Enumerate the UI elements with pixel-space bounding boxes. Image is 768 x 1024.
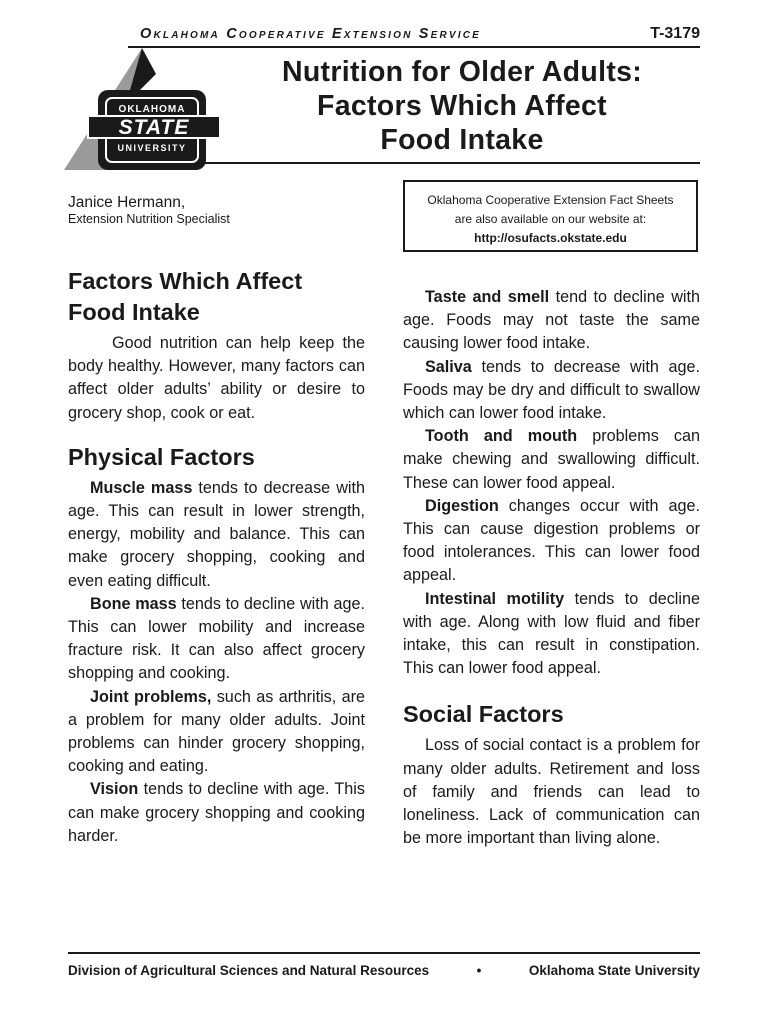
term-tooth-mouth: Tooth and mouth (425, 427, 578, 446)
logo-text-university: UNIVERSITY (117, 143, 187, 153)
heading-factors-line-2: Food Intake (68, 299, 200, 325)
info-line-2: are also available on our website at: (454, 212, 647, 226)
paragraph-vision: Vision tends to decline with age. This can make grocery shopping and cooking harder. (68, 780, 365, 845)
paragraph-intestinal-motility: Intestinal motility tends to decline with age. Along with low fluid and fiber intake, this can result in constipation. This can lower food appeal. (403, 589, 700, 678)
term-joint-problems: Joint problems, (90, 687, 212, 706)
author-title: Extension Nutrition Specialist (68, 212, 230, 226)
heading-physical: Physical Factors (68, 443, 255, 470)
paragraph-social: Loss of social contact is a problem for many older adults. Retirement and loss of family and friends can lead to loneliness. Lack of communication can be more important than living alone. (403, 736, 700, 848)
paragraph-saliva: Saliva tends to decrease with age. Foods may be dry and difficult to swallow which can lower food intake. (403, 357, 700, 423)
logo-text-state: STATE (118, 116, 190, 139)
osu-logo-icon (64, 48, 224, 176)
paragraph-taste-smell: Taste and smell tend to decline with age. Foods may not taste the same causing lower food intake. (403, 288, 700, 353)
term-saliva: Saliva (425, 357, 472, 376)
logo-text-oklahoma: OKLAHOMA (118, 104, 186, 115)
website-link[interactable]: http://osufacts.okstate.edu (474, 231, 627, 245)
term-muscle-mass: Muscle mass (90, 478, 193, 497)
footer (68, 963, 700, 978)
paragraph-tooth-mouth: Tooth and mouth problems can make chewing and swallowing difficult. These can lower food appeal. (403, 427, 701, 492)
title-line-3: Food Intake (380, 124, 544, 156)
author-name: Janice Hermann, (68, 194, 186, 211)
term-taste-smell: Taste and smell (425, 288, 550, 306)
website-info-box (403, 180, 698, 252)
heading-social: Social Factors (403, 701, 564, 728)
title-divider (200, 162, 700, 164)
paragraph-bone-mass: Bone mass tends to decline with age. This can lower mobility and increase fracture risk. It can also affect grocery shopping and cooking. (68, 594, 365, 683)
footer-division: Division of Agricultural Sciences and Natural Resources (68, 963, 430, 978)
term-bone-mass: Bone mass (90, 594, 177, 613)
term-digestion: Digestion (425, 496, 499, 515)
term-vision: Vision (90, 780, 139, 799)
page-title (238, 55, 686, 157)
left-column (68, 266, 365, 848)
info-line-1: Oklahoma Cooperative Extension Fact Sheets (427, 193, 674, 207)
term-intestinal-motility: Intestinal motility (425, 589, 565, 608)
title-line-1: Nutrition for Older Adults: (281, 56, 643, 88)
heading-factors (68, 266, 365, 328)
footer-bullet: • (476, 963, 482, 978)
paragraph-digestion: Digestion changes occur with age. This can cause digestion problems or food intolerances. This can lower food appeal. (403, 496, 700, 585)
fact-sheet-number: T-3179 (650, 25, 700, 42)
footer-university: Oklahoma State University (528, 963, 700, 978)
right-column (403, 286, 700, 850)
intro-paragraph: Good nutrition can help keep the body healthy. However, many factors can affect older adults’ ability or desire to grocery shop, cook or eat. (68, 334, 365, 422)
series-name: Oklahoma Cooperative Extension Service (140, 26, 482, 42)
paragraph-joint-problems: Joint problems, such as arthritis, are a problem for many older adults. Joint problems can hinder grocery shopping, cooking and eating. (68, 687, 365, 776)
title-line-2: Factors Which Affect (317, 90, 607, 122)
footer-divider (68, 952, 700, 954)
paragraph-muscle-mass: Muscle mass tends to decrease with age. This can result in lower strength, energy, mobility and balance. This can make grocery shopping, cooking and even eating difficult. (68, 478, 365, 590)
heading-factors-line-1: Factors Which Affect (68, 268, 303, 294)
